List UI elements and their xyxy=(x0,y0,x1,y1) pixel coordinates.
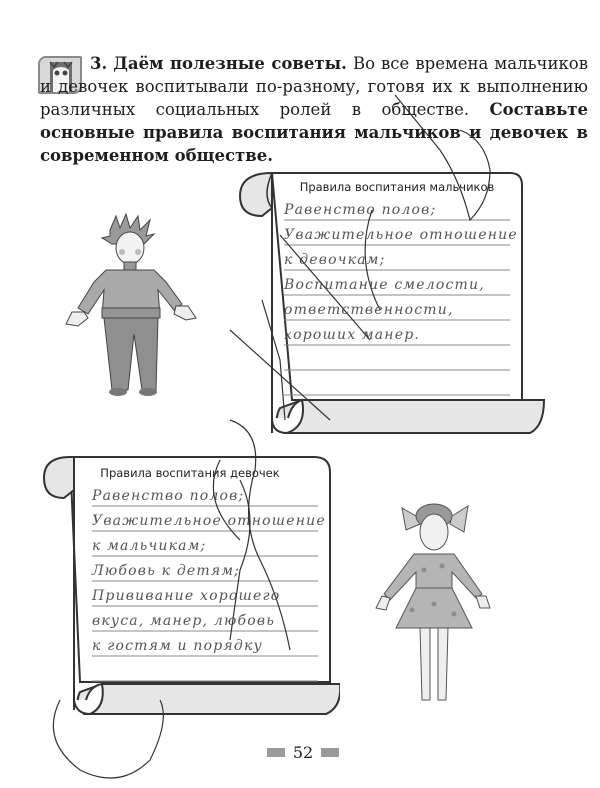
girls-rule-line: к мальчикам; xyxy=(92,538,207,554)
page-bar-left xyxy=(267,748,285,757)
girls-scroll-title: Правила воспитания девочек xyxy=(100,466,280,480)
girls-rule-line: Уважительное отношение xyxy=(92,513,326,529)
girls-rule-line: к гостям и порядку xyxy=(92,638,263,654)
girls-rule-line: Любовь к детям; xyxy=(92,563,241,579)
task-title: Даём полезные советы. xyxy=(113,54,347,73)
boys-rule-line: Уважительное отношение xyxy=(284,227,518,243)
boys-rule-line: ответственности, xyxy=(284,302,454,318)
task-number: 3. xyxy=(90,54,108,73)
girls-rule-line: вкуса, манер, любовь xyxy=(92,613,276,629)
boys-rule-line: к девочкам; xyxy=(284,252,386,268)
boys-rule-line: Воспитание смелости, xyxy=(284,277,485,293)
boys-rule-line: Равенство полов; xyxy=(284,202,437,218)
page-bar-right xyxy=(321,748,339,757)
task-body: Во все времена мальчиков и девочек воспитывали по-разному, готовя их к выполнению различных социальных ролей в обществе. xyxy=(40,54,588,119)
boys-rule-line: хороших манер. xyxy=(284,327,421,343)
boys-scroll-title: Правила воспитания мальчиков xyxy=(299,180,495,194)
girls-rule-line: Прививание хорошего xyxy=(92,588,281,604)
girls-rule-line: Равенство полов; xyxy=(92,488,245,504)
page-number xyxy=(258,742,348,762)
page-number-text: 52 xyxy=(292,742,314,762)
task-instruction: Составьте основные правила воспитания мальчиков и девочек в современном обществе. xyxy=(40,100,588,165)
